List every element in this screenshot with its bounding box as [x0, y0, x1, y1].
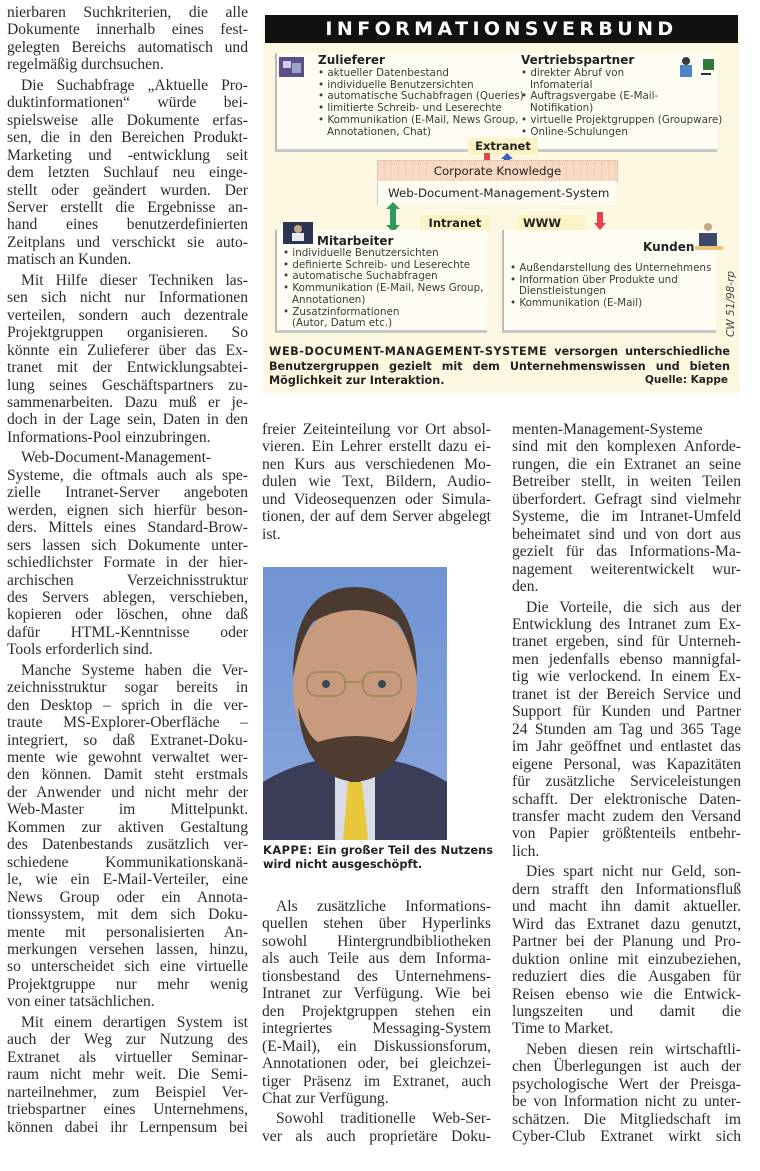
- text-line: den.: [512, 578, 539, 596]
- text-line: lung seines Geschäftspartners zu-: [7, 376, 248, 394]
- paragraph: [512, 421, 741, 596]
- text-line: tranet ist der Bereich Service und: [512, 685, 741, 703]
- text-line: integriertes Messaging-System: [262, 1020, 491, 1038]
- list-item: • individuelle Benutzersichten: [283, 247, 439, 259]
- text-line: überfordert. Gefragt sind vielmehr: [512, 490, 741, 508]
- text-line: von Papier größtenteils entbehr-: [512, 825, 741, 843]
- text-line: zielle Intranet-Server angeboten: [7, 484, 248, 502]
- text-line: beheimatet sind und von dort aus: [512, 525, 741, 543]
- list-item: • Kommunikation (E-Mail): [510, 297, 643, 310]
- text-line: lungszeiten und damit die: [512, 1002, 741, 1020]
- text-line: Annotationen oder, bei gleichzei-: [262, 1055, 491, 1073]
- mitarbeiter-heading: Mitarbeiter: [317, 234, 394, 248]
- text-line: psychologische Wert der Preisga-: [512, 1075, 741, 1093]
- paragraph: [7, 449, 248, 658]
- text-column-2-top: [262, 421, 491, 546]
- customer-icon: [695, 221, 723, 251]
- list-item: • Auftragsvergabe (E-Mail-Notifikation): [521, 90, 659, 115]
- text-line: tionsbestand des Unternehmens-: [262, 967, 491, 985]
- text-line: tranet ergeben, sind für Unterneh-: [512, 633, 741, 651]
- text-line: nierbaren Suchkriterien, die alle: [7, 4, 248, 21]
- text-line: schiedene Kommunikationskanä-: [7, 853, 248, 871]
- text-line: 24 Stunden am Tag und 365 Tage: [512, 720, 741, 738]
- text-line: nagement weiterentwickelt wur-: [512, 560, 741, 578]
- text-line: und macht ihn damit aktueller.: [512, 898, 741, 916]
- text-line: nen Kurs aus verschiedenen Mo-: [262, 455, 491, 473]
- text-line: Manche Systeme haben die Ver-: [21, 661, 248, 679]
- text-line: sowohl Hintergrundbibliotheken: [262, 932, 491, 950]
- text-line: tionen, der auf dem Server abgelegt: [262, 508, 491, 526]
- text-line: tig wie verlockend. In einem Ex-: [512, 668, 741, 686]
- text-line: reduziert dies die Ausgaben für: [512, 968, 741, 986]
- text-line: Marketing und -entwicklung seit: [7, 146, 248, 164]
- text-line: und Videosequenzen oder Simula-: [262, 490, 491, 508]
- text-line: Wird das Extranet dazu genutzt,: [512, 915, 741, 933]
- text-line: mente mit personalisierten An-: [7, 923, 248, 941]
- text-line: Systeme, die im Intranet-Umfeld: [512, 508, 741, 526]
- text-line: verteilen, sondern auch dezentrale: [7, 306, 248, 324]
- text-line: freier Zeiteinteilung vor Ort absol-: [262, 421, 491, 438]
- text-line: schiedlichster Formate in der hier-: [7, 554, 248, 572]
- text-line: mente wie gewohnt verwaltet wer-: [7, 749, 248, 767]
- text-line: triebspartner eines Unternehmens,: [7, 1101, 248, 1119]
- text-line: von einer tatsächlichen.: [7, 993, 155, 1011]
- supplier-icon: [278, 55, 306, 79]
- text-line: des Datenbestands zusätzlich ver-: [7, 836, 248, 854]
- text-line: Kommen zur aktiven Gestaltung: [7, 818, 248, 836]
- text-line: matisch an Kunden.: [7, 251, 132, 269]
- text-column-2-bottom: [262, 898, 491, 1148]
- paragraph: [512, 1041, 741, 1146]
- text-line: transfer macht zudem den Versand: [512, 807, 741, 825]
- text-line: tionssystem, mit dem sich Doku-: [7, 906, 248, 924]
- list-item: • Information über Produkte und Dienstleistungen: [510, 273, 678, 298]
- text-line: Die Suchabfrage „Aktuelle Pro-: [21, 76, 248, 94]
- list-item: • limitierte Schreib- und Leserechte: [318, 102, 502, 115]
- caption-text: Ein großer Teil des Nutzens wird nicht ausgeschöpft.: [263, 843, 493, 871]
- vertriebspartner-list: [521, 68, 721, 138]
- text-line: Cyber-Club Extranet wirkt sich: [512, 1128, 741, 1146]
- text-line: archischen Verzeichnisstruktur: [7, 571, 248, 589]
- www-label: WWW: [517, 215, 585, 232]
- text-line: können dabei ihr Lernpensum bei: [7, 1118, 248, 1136]
- text-line: sind mit den komplexen Anforde-: [512, 438, 741, 456]
- text-line: tiger Präsenz im Extranet, auch: [262, 1072, 491, 1090]
- text-line: könnte ein Zulieferer über das Ex-: [7, 341, 248, 359]
- text-line: Mit einem derartigen System ist: [21, 1013, 248, 1031]
- text-line: raum nicht mehr weit. Die Semi-: [7, 1066, 248, 1084]
- text-line: (E-Mail), ein Diskussionsforum,: [262, 1037, 491, 1055]
- intranet-label: Intranet: [420, 215, 490, 232]
- text-line: Zeitplans und verschickt sie auto-: [7, 233, 248, 251]
- text-line: auch der Weg zur Nutzung des: [7, 1031, 248, 1049]
- extranet-label: Extranet: [468, 138, 538, 155]
- text-line: Chat zur Verfügung.: [262, 1089, 389, 1107]
- caption-name: KAPPE:: [263, 843, 313, 857]
- graphic-credit: CW 51/98-rp: [725, 270, 737, 337]
- text-line: Als zusätzliche Informations-: [276, 898, 491, 915]
- text-line: spielsweise alle Dokumente erfas-: [7, 111, 248, 129]
- paragraph: [7, 77, 248, 269]
- vertriebspartner-heading: Vertriebspartner: [521, 53, 635, 67]
- text-line: gelegten Bereichs automatisch und: [7, 38, 248, 56]
- text-line: hand eines benutzerdefinierten: [7, 216, 248, 234]
- text-line: als auch Teile aus dem Informa-: [262, 950, 491, 968]
- text-line: sen sich nicht nur Informationen: [7, 289, 248, 307]
- text-line: den können. Damit steht erstmals: [7, 766, 248, 784]
- list-item: • virtuelle Projektgruppen (Groupware): [521, 113, 723, 126]
- caption-text: versorgen unterschiedliche Benutzergruppen gezielt mit dem Unternehmenswissen und bieten Möglichkeit zur Interaktion.: [269, 345, 730, 387]
- list-item: • Außendarstellung des Unternehmens: [510, 262, 712, 274]
- portrait-image: [263, 567, 447, 840]
- text-column-3: [512, 421, 741, 1149]
- text-line: Web-Master im Mittelpunkt.: [7, 801, 248, 819]
- text-line: Die Vorteile, die sich aus der: [526, 598, 741, 616]
- text-line: den Projektgruppen stehen ein: [262, 1002, 491, 1020]
- photo-caption: [263, 843, 493, 871]
- paragraph: [262, 421, 491, 543]
- text-line: sen, die in den Bereichen Produkt-: [7, 129, 248, 147]
- text-line: vieren. Ein Lehrer erstellt dazu ei-: [262, 438, 491, 456]
- text-line: Entwicklung des Intranet zum Ex-: [512, 615, 741, 633]
- text-line: Mit Hilfe dieser Techniken las-: [21, 271, 248, 289]
- text-line: integriert, so daß Extranet-Doku-: [7, 731, 248, 749]
- text-line: Web-Document-Management-: [21, 449, 212, 467]
- text-line: doch in der Lage sein, Daten in den: [7, 411, 248, 429]
- intranet-double-arrow-icon: [386, 202, 400, 232]
- text-line: Dokumente innerhalb eines fest-: [7, 21, 248, 39]
- text-line: Reisen ebenso wie die Entwick-: [512, 985, 741, 1003]
- infographic: [263, 15, 740, 393]
- text-line: sers lassen sich Dokumente unter-: [7, 536, 248, 554]
- text-line: Dies spart nicht nur Geld, son-: [526, 863, 741, 881]
- text-line: Systeme, die oftmals auch als spe-: [7, 466, 248, 484]
- text-line: dafür HTML-Kenntnisse oder: [7, 623, 248, 641]
- text-line: Partner bei der Planung und Pro-: [512, 933, 741, 951]
- text-line: dem letzten Suchlauf neu einge-: [7, 164, 248, 182]
- text-line: stellt oder geändert wurden. Der: [7, 181, 248, 199]
- paragraph: [512, 599, 741, 861]
- list-item: • Kommunikation (E-Mail, News Group, Annotationen): [283, 282, 484, 306]
- text-line: kopieren oder löschen, ohne daß: [7, 606, 248, 624]
- list-item: • automatische Suchabfragen: [283, 270, 438, 283]
- text-line: Extranet als virtueller Seminar-: [7, 1048, 248, 1066]
- text-column-1: [7, 4, 248, 1139]
- text-line: Intranet zur Verfügung. Wie bei: [262, 985, 491, 1003]
- text-line: menten-Management-Systeme: [512, 421, 703, 438]
- corporate-knowledge-box: Corporate Knowledge: [377, 160, 618, 182]
- paragraph: [7, 4, 248, 74]
- text-line: narteilnehmer, zum Beispiel Ver-: [7, 1083, 248, 1101]
- text-line: le, wie ein E-Mail-Verteiler, eine: [7, 871, 248, 889]
- text-line: ist.: [262, 525, 281, 543]
- text-line: der Anwender und nicht mehr der: [7, 783, 248, 801]
- text-line: Time to Market.: [512, 1020, 614, 1038]
- text-line: ders. Mittels eines Standard-Brow-: [7, 519, 248, 537]
- text-line: men jedenfalls ebenso mannigfal-: [512, 650, 741, 668]
- text-line: News Group oder ein Annota-: [7, 888, 248, 906]
- list-item: • Kommunikation (E-Mail, News Group, Annotationen, Chat): [318, 113, 519, 138]
- zulieferer-list: [318, 68, 528, 138]
- text-line: lich.: [512, 842, 540, 860]
- text-line: schätzen. Die Mitgliedschaft im: [512, 1110, 741, 1128]
- paragraph: [512, 863, 741, 1038]
- list-item: • aktueller Datenbestand: [318, 67, 449, 79]
- text-line: traute MS-Explorer-Oberfläche –: [7, 714, 248, 732]
- text-line: werden, eignen sich hierfür beson-: [7, 501, 248, 519]
- text-line: dern strafft den Informationsfluß: [512, 880, 741, 898]
- text-line: den Desktop – sprich in die ver-: [7, 696, 248, 714]
- text-line: Betreiber stellt, in weiten Teilen: [512, 473, 741, 491]
- text-line: Projektgruppe nur mehr wenig: [7, 975, 248, 993]
- portrait-photo: [263, 567, 447, 840]
- wdms-box: Web-Document-Management-System: [377, 181, 616, 205]
- list-item: • definierte Schreib- und Leserechte: [283, 258, 471, 271]
- www-arrow-icon: [594, 212, 606, 230]
- text-line: rungen, die ein Extranet an seine: [512, 455, 741, 473]
- text-line: Support für Kunden und Partner: [512, 703, 741, 721]
- text-line: be von Information nicht zu unter-: [512, 1093, 741, 1111]
- paragraph: [262, 1110, 491, 1145]
- text-line: Neben diesen rein wirtschaftli-: [526, 1040, 741, 1058]
- paragraph: [7, 1014, 248, 1136]
- text-line: gezielt für das Informations-Ma-: [512, 543, 741, 561]
- text-line: Sowohl traditionelle Web-Ser-: [276, 1110, 491, 1128]
- paragraph: [262, 898, 491, 1107]
- text-line: zeichnisstruktur sogar bereits in: [7, 679, 248, 697]
- kunden-list: [510, 263, 715, 310]
- text-line: des Servers ablegen, verschieben,: [7, 588, 248, 606]
- employee-icon: [283, 222, 313, 244]
- text-line: duktion online mit einzubeziehen,: [512, 950, 741, 968]
- text-line: eigene Personal, was Kapazitäten: [512, 755, 741, 773]
- caption-lead: WEB-DOCUMENT-MANAGEMENT-SYSTEME: [269, 345, 548, 358]
- text-line: sammenarbeiten. Dazu muß er je-: [7, 393, 248, 411]
- text-line: für zusätzliche Serviceleistungen: [512, 773, 741, 791]
- text-line: Tools erforderlich sind.: [7, 641, 153, 659]
- list-item: • Online-Schulungen: [521, 125, 628, 138]
- text-line: Server erstellt die Ergebnisse an-: [7, 198, 248, 216]
- text-line: quellen stehen über Hyperlinks: [262, 915, 491, 933]
- list-item: • Zusatzinformationen (Autor, Datum etc.): [283, 305, 400, 330]
- source-note: Quelle: Kappe: [644, 374, 728, 386]
- text-line: duktinformationen“ würde bei-: [7, 94, 248, 112]
- text-line: Projektgruppen organisieren. So: [7, 324, 248, 342]
- text-line: tranet mit der Entwicklungsabtei-: [7, 359, 248, 377]
- zulieferer-heading: Zulieferer: [318, 53, 385, 67]
- list-item: • automatische Suchabfragen (Queries): [318, 90, 524, 103]
- text-line: Informations-Pool einzubringen.: [7, 428, 211, 446]
- paragraph: [7, 272, 248, 447]
- text-line: dulen wie Text, Bildern, Audio-: [262, 473, 491, 491]
- text-line: regelmäßig durchsuchen.: [7, 56, 164, 74]
- text-line: schafft. Der elektronische Daten-: [512, 790, 741, 808]
- mitarbeiter-list: [283, 248, 483, 330]
- paragraph: [7, 662, 248, 1011]
- infographic-title: INFORMATIONSVERBUND: [265, 15, 738, 43]
- list-item: • direkter Abruf von Infomaterial: [521, 67, 625, 91]
- list-item: • individuelle Benutzersichten: [318, 78, 474, 91]
- text-line: im Jahr geöffnet und entlastet das: [512, 738, 741, 756]
- text-line: chen Überlegungen ist auch der: [512, 1058, 741, 1076]
- text-line: ver als auch proprietäre Doku-: [262, 1127, 491, 1145]
- kunden-heading: Kunden: [643, 240, 695, 254]
- text-line: merkungen versehen lassen, hinzu,: [7, 941, 248, 959]
- text-line: so unterscheidet sich eine virtuelle: [7, 958, 248, 976]
